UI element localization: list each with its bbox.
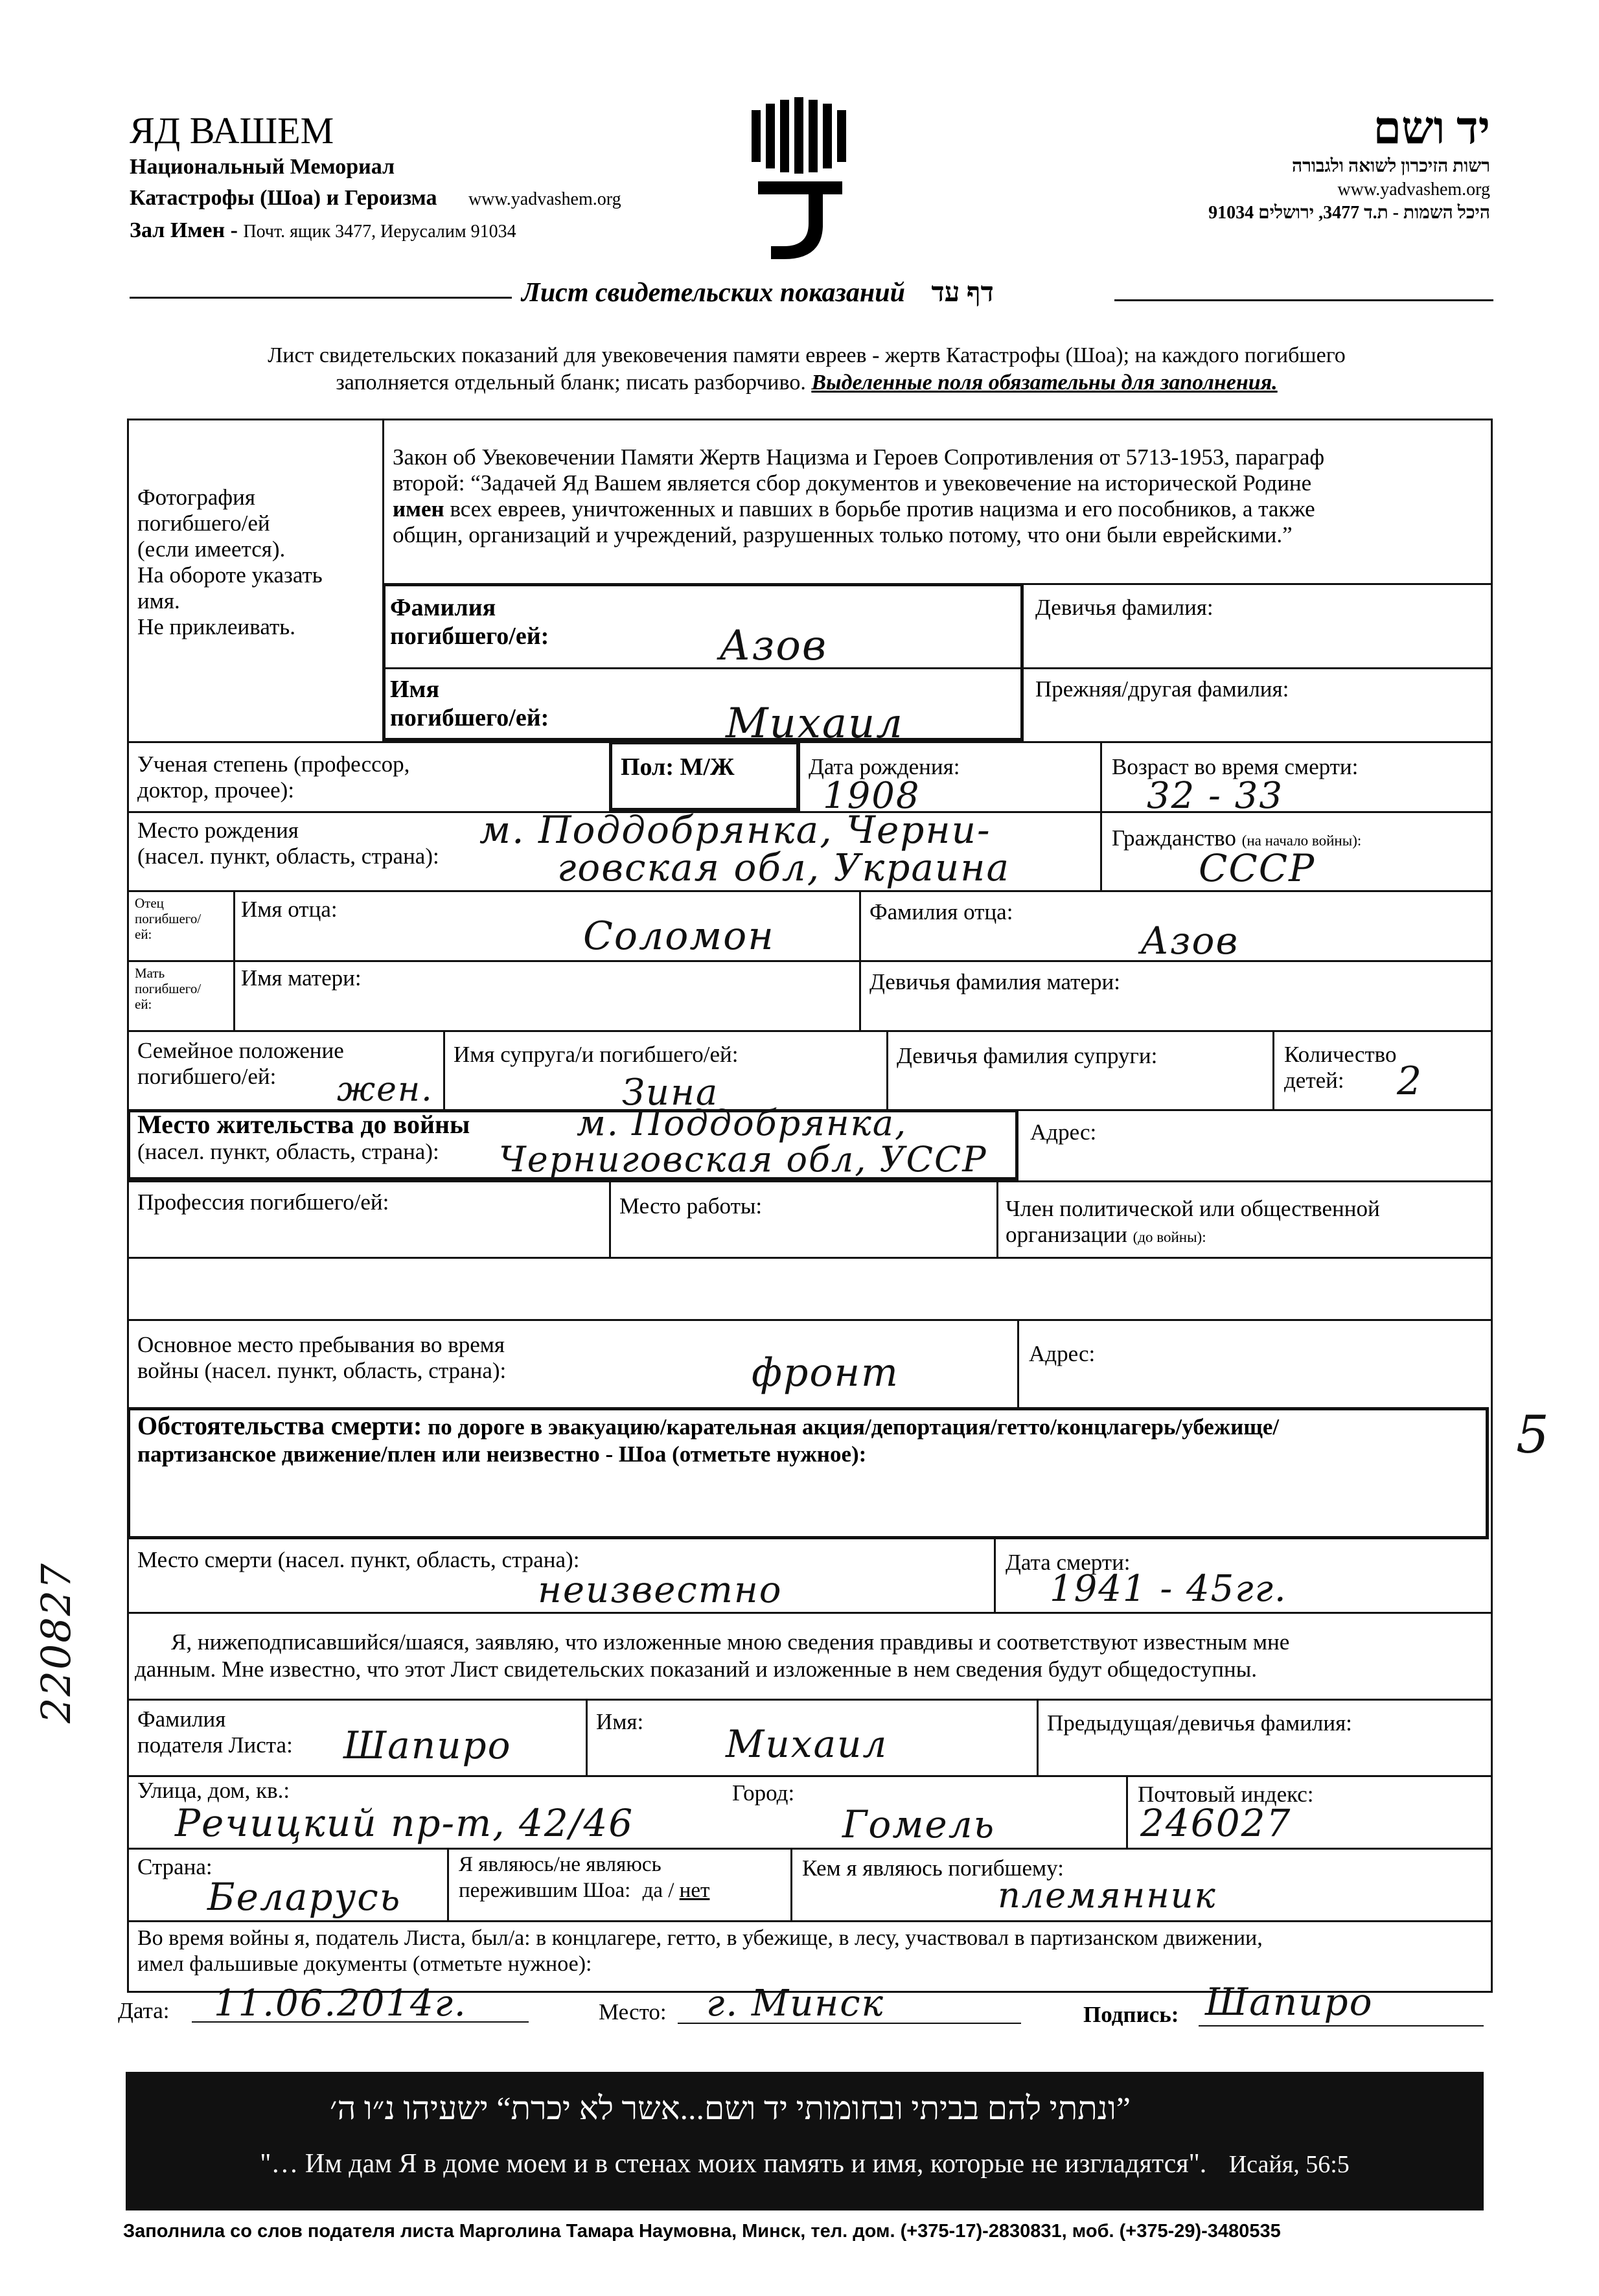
zip-value[interactable]: 246027 <box>1140 1801 1292 1845</box>
form-title-he: דף עד <box>931 278 994 308</box>
rule-sub-2 <box>127 1848 1493 1850</box>
member-label-2: организации <box>1006 1222 1127 1247</box>
member-note: (до войны): <box>1133 1229 1206 1245</box>
banner-hebrew: ”ונתתי להם בביתי ובחומותי יד ושם...אשר לא יכרת“ ישעיהו נ״ו ה׳ <box>330 2090 1131 2126</box>
birthplace-value[interactable] <box>479 808 1127 890</box>
circumstances-options-2[interactable]: партизанское движение/плен или неизвестно - Шоа (отметьте нужное): <box>137 1441 867 1467</box>
rule-sub-3 <box>127 1920 1493 1922</box>
hall-he: היכל השמות - ת.ד 3477, ירושלים 91034 <box>1208 203 1490 223</box>
submitter-war-line-1: Во время войны я, податель Листа, был/а: в концлагере, гетто, в убежище, в лесу, участвовал в партизанском движении, <box>137 1926 1263 1950</box>
rule-row-mother <box>127 1030 1493 1032</box>
website-right: www.yadvashem.org <box>1337 179 1490 200</box>
sex-label-text: Пол: <box>621 753 674 781</box>
father-side-1: Отец <box>135 895 164 911</box>
margin-note-right: 5 <box>1516 1405 1550 1465</box>
victim-name-value[interactable]: Михаил <box>726 700 904 748</box>
law-bold-word: имен <box>393 496 444 522</box>
residence-address-label: Адрес: <box>1030 1119 1097 1145</box>
yad-vashem-logo <box>745 97 862 266</box>
submitter-prev-label: Предыдущая/девичья фамилия: <box>1047 1710 1352 1736</box>
maiden-name-label: Девичья фамилия: <box>1035 595 1214 620</box>
birthplace-label-1: Место рождения <box>137 818 299 843</box>
law-line-4: общин, организаций и учреждений, разрушенных только потому, что они были еврейскими.” <box>393 522 1293 547</box>
form-title <box>522 275 1105 311</box>
v-sub-relation <box>790 1848 792 1920</box>
intro-line-2 <box>123 369 1490 396</box>
submitter-surname-label-1: Фамилия <box>137 1706 226 1732</box>
v-workplace <box>996 1180 998 1257</box>
hall-address: Почт. ящик 3477, Иерусалим 91034 <box>243 222 516 242</box>
children-label-2: детей: <box>1284 1068 1344 1093</box>
sex-label <box>621 754 735 780</box>
photo-instructions <box>137 485 377 640</box>
father-side-2: погибшего/ <box>135 911 201 926</box>
rule-row-father <box>127 960 1493 962</box>
victim-name-label <box>390 675 549 732</box>
submitter-surname-label <box>137 1706 293 1758</box>
mother-side-label <box>135 965 201 1012</box>
workplace-label: Место работы: <box>619 1193 763 1219</box>
victim-name-label-1: Имя <box>390 676 439 703</box>
city-value[interactable]: Гомель <box>842 1802 996 1846</box>
header-right <box>1037 104 1490 225</box>
org-title-ru: ЯД ВАШЕМ <box>130 109 334 152</box>
mother-side-3: ей: <box>135 996 152 1012</box>
father-side-3: ей: <box>135 926 152 942</box>
residence-value[interactable] <box>499 1105 1030 1178</box>
declaration-line-2: данным. Мне известно, что этот Лист свидетельских показаний и изложенные в нем сведения будут общедоступны. <box>135 1657 1257 1682</box>
father-name-label: Имя отца: <box>241 897 338 922</box>
header-left <box>130 110 777 247</box>
intro <box>123 342 1490 396</box>
zip-label: Почтовый индекс: <box>1138 1782 1314 1807</box>
signature-line <box>1199 2025 1484 2026</box>
father-name-value[interactable]: Соломон <box>583 913 775 959</box>
victim-surname-label <box>390 593 549 650</box>
v-sub-survivor <box>447 1848 449 1920</box>
citizenship-value[interactable]: СССР <box>1199 846 1316 890</box>
submitter-surname-label-2: подателя Листа: <box>137 1732 293 1758</box>
spouse-value[interactable]: Зина <box>622 1072 719 1114</box>
declaration-line-1: Я, нижеподписавшийся/шаяся, заявляю, что изложенные мною сведения правдивы и соответствуют известным мне <box>171 1629 1290 1655</box>
v-sub-name <box>586 1699 588 1775</box>
survivor-yes-option[interactable]: да / <box>642 1879 674 1902</box>
rule-declaration <box>127 1699 1493 1701</box>
mother-side-1: Мать <box>135 965 165 981</box>
wartime-label-2: войны (насел. пункт, область, страна): <box>137 1358 507 1383</box>
victim-name-label-2: погибшего/ей: <box>390 704 549 731</box>
victim-surname-value[interactable]: Азов <box>719 622 828 670</box>
deathdate-value[interactable]: 1941 - 45гг. <box>1050 1568 1287 1610</box>
v-sub-zip <box>1126 1775 1128 1848</box>
survivor-no-option[interactable]: нет <box>679 1879 710 1902</box>
submitter-war-line-2: имел фальшивые документы (отметьте нужное): <box>137 1952 592 1976</box>
submitter-surname-value[interactable]: Шапиро <box>343 1723 512 1767</box>
law-text <box>393 444 1488 548</box>
children-label <box>1284 1042 1396 1094</box>
margin-note-left: 220827 <box>32 1562 80 1723</box>
quote-banner <box>126 2072 1484 2210</box>
circumstances-label: Обстоятельства смерти: <box>137 1411 422 1440</box>
victim-surname-label-1: Фамилия <box>390 594 496 621</box>
marital-label-2: погибшего/ей: <box>137 1064 277 1089</box>
intro-line-1: Лист свидетельских показаний для увековечения памяти евреев - жертв Катастрофы (Шоа); на каждого погибшего <box>268 343 1346 367</box>
relation-label: Кем я являюсь погибшему: <box>802 1855 1064 1881</box>
dob-value[interactable]: 1908 <box>823 775 921 817</box>
v-profession <box>609 1180 611 1257</box>
org-title-he: יד ושם <box>1373 104 1490 154</box>
v-wartime <box>1017 1319 1019 1407</box>
residence-label-1: Место жительства до войны <box>137 1110 470 1139</box>
prev-surname-label: Прежняя/другая фамилия: <box>1035 676 1289 702</box>
deathplace-value[interactable]: неизвестно <box>538 1569 783 1611</box>
title-rule-right <box>1114 299 1493 301</box>
title-rule-left <box>130 297 512 299</box>
bottom-note: Заполнила со слов подателя листа Марголина Тамара Наумовна, Минск, тел. дом. (+375-17)-2830831, моб. (+375-29)-3480535 <box>123 2221 1281 2242</box>
father-side-label <box>135 895 201 942</box>
declaration <box>135 1629 1486 1683</box>
org-subtitle-2: Катастрофы (Шоа) и Героизма <box>130 186 437 210</box>
rule-row-blank <box>127 1319 1493 1321</box>
rule-surname-bottom <box>382 667 1493 669</box>
father-surname-label: Фамилия отца: <box>869 899 1013 924</box>
hall-label: Зал Имен - <box>130 218 238 242</box>
website-left: www.yadvashem.org <box>468 189 621 209</box>
rule-row-death <box>127 1612 1493 1614</box>
v-spouse-maiden <box>1272 1030 1274 1109</box>
children-value[interactable]: 2 <box>1397 1059 1423 1104</box>
wartime-label <box>137 1332 506 1384</box>
intro-line-2-text: заполняется отдельный бланк; писать разборчиво. <box>336 371 806 395</box>
law-line-2: второй: “Задачей Яд Вашем является сбор документов и увековечение на исторической Родине <box>393 470 1312 496</box>
survivor-label-2: пережившим Шоа: <box>459 1879 631 1902</box>
residence-label <box>137 1110 470 1165</box>
member-label <box>1006 1196 1380 1248</box>
street-label: Улица, дом, кв.: <box>137 1778 290 1803</box>
birthplace-label-2: (насел. пункт, область, страна): <box>137 844 439 869</box>
date-value[interactable]: 11.06.2014г. <box>214 1982 467 2025</box>
circumstances-text <box>137 1412 1485 1468</box>
org-subtitle-1: Национальный Мемориал <box>130 155 395 179</box>
signature-label: Подпись: <box>1083 2002 1179 2027</box>
member-label-1: Член политической или общественной <box>1006 1196 1380 1221</box>
spouse-label: Имя супруга/и погибшего/ей: <box>454 1042 739 1067</box>
photo-line-6: Не приклеивать. <box>137 614 295 639</box>
city-label: Город: <box>732 1780 795 1806</box>
photo-line-5: имя. <box>137 588 180 614</box>
photo-line-2: погибшего/ей <box>137 511 270 536</box>
deathdate-label: Дата смерти: <box>1006 1550 1131 1575</box>
form-title-ru: Лист свидетельских показаний <box>522 278 905 308</box>
residence-line-1: м. Поддобрянка, <box>577 1103 908 1143</box>
survivor-label-1: Я являюсь/не являюсь <box>459 1853 661 1876</box>
profession-label: Профессия погибшего/ей: <box>137 1189 389 1215</box>
relation-value[interactable]: племянник <box>998 1875 1217 1916</box>
country-value[interactable]: Беларусь <box>207 1875 402 1919</box>
age-value[interactable]: 32 - 33 <box>1147 775 1284 817</box>
hall-row <box>130 215 777 247</box>
mother-name-label: Имя матери: <box>241 965 362 991</box>
street-value[interactable]: Речицкий пр-т, 42/46 <box>175 1801 634 1845</box>
law-line-1: Закон об Увековечении Памяти Жертв Нацизма и Героев Сопротивления от 5713-1953, параграф <box>393 444 1325 470</box>
age-label: Возраст во время смерти: <box>1112 754 1359 779</box>
wartime-value[interactable]: фронт <box>752 1350 899 1395</box>
birthplace-label <box>137 818 439 869</box>
submitter-war <box>137 1925 1491 1977</box>
marital-value[interactable]: жен. <box>337 1070 433 1109</box>
submitter-name-label: Имя: <box>596 1709 644 1734</box>
sex-options[interactable]: М/Ж <box>680 753 735 781</box>
wartime-label-1: Основное место пребывания во время <box>137 1332 505 1357</box>
banner-russian-text: "… Им дам Я в доме моем и в стенах моих память и имя, которые не изгладятся". <box>260 2149 1207 2179</box>
rule-row-birth <box>127 890 1493 892</box>
birthplace-line-1: м. Поддобрянка, Черни- <box>479 808 991 852</box>
deathplace-label: Место смерти (насел. пункт, область, страна): <box>137 1547 580 1572</box>
citizenship-note: (на начало войны): <box>1241 832 1362 849</box>
banner-russian <box>126 2144 1484 2184</box>
rule-sub-1 <box>127 1775 1493 1777</box>
mother-maiden-label: Девичья фамилия матери: <box>869 969 1120 994</box>
degree-label <box>137 752 409 803</box>
required-note: Выделенные поля обязательны для заполнения. <box>811 371 1278 395</box>
photo-line-4: На обороте указать <box>137 562 323 588</box>
rule-row-profession <box>127 1257 1493 1259</box>
v-marital <box>443 1030 445 1109</box>
victim-surname-label-2: погибшего/ей: <box>390 623 549 650</box>
children-label-1: Количество <box>1284 1042 1397 1067</box>
wartime-address-label: Адрес: <box>1029 1341 1096 1366</box>
birthplace-line-2: говская обл, Украина <box>557 845 1011 890</box>
degree-label-2: доктор, прочее): <box>137 777 295 803</box>
mother-side-2: погибшего/ <box>135 981 201 996</box>
degree-label-1: Ученая степень (профессор, <box>137 752 410 777</box>
org-subtitle-row <box>130 183 777 215</box>
marital-label <box>137 1038 344 1090</box>
father-surname-value[interactable]: Азов <box>1140 919 1239 963</box>
photo-line-1: Фотография <box>137 485 255 510</box>
date-label: Дата: <box>118 1998 170 2023</box>
spouse-maiden-label: Девичья фамилия супруги: <box>897 1043 1158 1068</box>
law-line-3-text: всех евреев, уничтоженных и павших в борьбе против нацизма и его пособников, а также <box>444 496 1315 522</box>
photo-line-3: (если имеется). <box>137 536 286 562</box>
citizenship-label-text: Гражданство <box>1112 825 1236 851</box>
circumstances-options-1[interactable]: по дороге в эвакуацию/карательная акция/депортация/гетто/концлагерь/убежище/ <box>422 1414 1280 1440</box>
submitter-name-value[interactable]: Михаил <box>726 1722 888 1766</box>
rule-row-residence <box>127 1180 1493 1182</box>
place-value[interactable]: г. Минск <box>706 1982 884 2025</box>
banner-reference: Исайя, 56:5 <box>1228 2151 1350 2178</box>
residence-line-2: Черниговская обл, УССР <box>499 1139 987 1180</box>
signature-value[interactable]: Шапиро <box>1205 1980 1374 2024</box>
v-deathdate <box>994 1539 996 1612</box>
law-line-3 <box>393 496 1488 522</box>
country-label: Страна: <box>137 1854 213 1879</box>
survivor-label <box>459 1852 709 1903</box>
v-spouse <box>886 1030 888 1109</box>
residence-label-2: (насел. пункт, область, страна): <box>137 1139 439 1164</box>
org-subtitle-he: רשות הזיכרון לשואה ולגבורה <box>1291 156 1490 176</box>
marital-label-1: Семейное положение <box>137 1038 344 1063</box>
v-sub-prev <box>1037 1699 1039 1775</box>
v-dob <box>1100 741 1102 811</box>
dob-label: Дата рождения: <box>809 754 960 779</box>
place-label: Место: <box>599 1999 667 2025</box>
